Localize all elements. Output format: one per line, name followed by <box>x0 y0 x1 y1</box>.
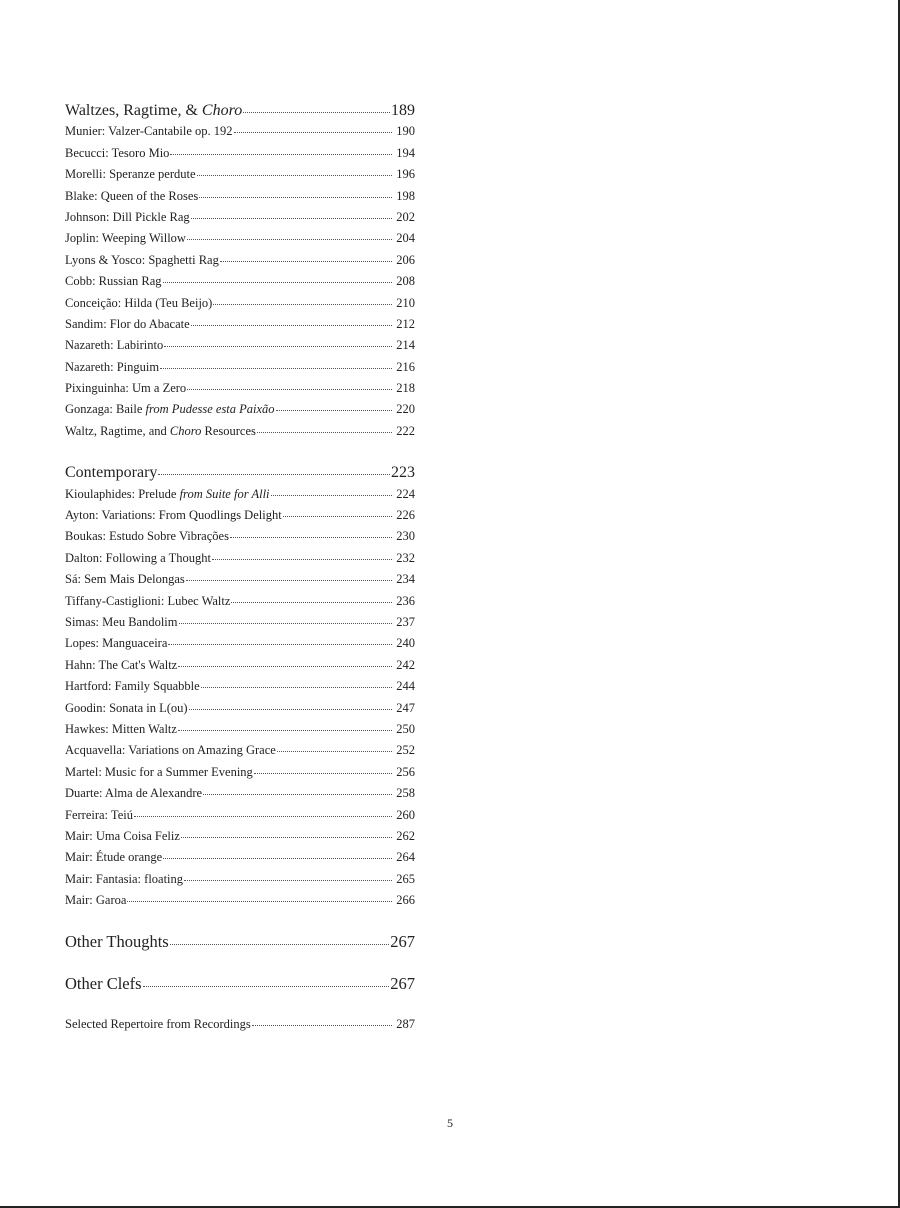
entry-page: 198 <box>396 188 415 203</box>
toc-entry[interactable] <box>65 335 415 356</box>
dot-leader <box>134 807 392 817</box>
entry-page: 232 <box>396 550 415 565</box>
entry-page: 220 <box>396 402 415 417</box>
dot-leader <box>184 871 392 881</box>
entry-page: 210 <box>396 295 415 310</box>
entry-title: Lopes: Manguaceira <box>65 636 168 651</box>
entry-page: 287 <box>396 1017 415 1032</box>
dot-leader <box>178 721 392 731</box>
dot-leader <box>220 252 392 262</box>
toc-entry[interactable] <box>65 783 415 804</box>
dot-leader <box>231 593 392 603</box>
section-waltzes <box>65 100 415 442</box>
entry-title: Mair: Garoa <box>65 893 127 908</box>
entry-title: Other Clefs <box>65 973 142 993</box>
entry-title: Ferreira: Teiú <box>65 807 133 822</box>
dot-leader <box>186 571 392 581</box>
toc-entry[interactable] <box>65 655 415 676</box>
toc-entry[interactable] <box>65 357 415 378</box>
entry-page: 250 <box>396 721 415 736</box>
dot-leader <box>252 1016 392 1026</box>
dot-leader <box>143 974 390 987</box>
dot-leader <box>199 188 392 198</box>
entry-title: Lyons & Yosco: Spaghetti Rag <box>65 252 219 267</box>
entry-title: Mair: Étude orange <box>65 850 163 865</box>
entry-page: 240 <box>396 636 415 651</box>
entry-page: 190 <box>396 124 415 139</box>
entry-title: Johnson: Dill Pickle Rag <box>65 209 190 224</box>
toc-entry[interactable] <box>65 719 415 740</box>
toc-entry[interactable] <box>65 164 415 185</box>
entry-title: Waltz, Ragtime, and Choro Resources <box>65 423 256 438</box>
toc-entry[interactable] <box>65 526 415 547</box>
entry-page: 218 <box>396 381 415 396</box>
entry-page: 252 <box>396 743 415 758</box>
entry-title: Morelli: Speranze perdute <box>65 167 196 182</box>
toc-entry[interactable] <box>65 869 415 890</box>
toc-entry-other-clefs[interactable] <box>65 973 415 994</box>
table-of-contents <box>65 100 415 1036</box>
dot-leader <box>230 529 392 539</box>
entry-list <box>65 121 415 442</box>
entry-title: Tiffany-Castiglioni: Lubec Waltz <box>65 593 231 608</box>
entry-page: 222 <box>396 423 415 438</box>
section-heading[interactable] <box>65 462 415 483</box>
entry-title: Gonzaga: Baile from Pudesse esta Paixão <box>65 402 275 417</box>
entry-page: 265 <box>396 871 415 886</box>
page-number: 5 <box>447 1116 453 1130</box>
toc-entry[interactable] <box>65 890 415 911</box>
toc-entry[interactable] <box>65 399 415 420</box>
entry-page: 244 <box>396 679 415 694</box>
entry-page: 256 <box>396 764 415 779</box>
entry-page: 267 <box>390 932 415 952</box>
toc-entry[interactable] <box>65 633 415 654</box>
dot-leader <box>160 359 392 369</box>
dot-leader <box>181 828 392 838</box>
toc-entry[interactable] <box>65 740 415 761</box>
entry-page: 212 <box>396 316 415 331</box>
dot-leader <box>277 743 392 753</box>
entry-title: Martel: Music for a Summer Evening <box>65 764 253 779</box>
toc-entry[interactable] <box>65 698 415 719</box>
entry-list <box>65 484 415 912</box>
dot-leader <box>164 338 392 348</box>
entry-title: Simas: Meu Bandolim <box>65 614 178 629</box>
entry-title: Munier: Valzer-Cantabile op. 192 <box>65 124 233 139</box>
entry-page: 226 <box>396 508 415 523</box>
entry-title: Joplin: Weeping Willow <box>65 231 186 246</box>
dot-leader <box>283 507 392 517</box>
toc-entry-other-thoughts[interactable] <box>65 931 415 952</box>
toc-entry[interactable] <box>65 505 415 526</box>
entry-page: 223 <box>391 464 415 482</box>
entry-title: Mair: Fantasia: floating <box>65 871 184 886</box>
toc-entry[interactable] <box>65 612 415 633</box>
dot-leader <box>127 892 392 902</box>
dot-leader <box>179 614 393 624</box>
entry-page: 189 <box>391 102 415 119</box>
entry-page: 224 <box>396 486 415 501</box>
entry-title: Boukas: Estudo Sobre Vibrações <box>65 529 229 544</box>
toc-entry[interactable] <box>65 121 415 142</box>
entry-page: 208 <box>396 274 415 289</box>
entry-title: Kioulaphides: Prelude from Suite for Alli <box>65 486 270 501</box>
entry-page: 202 <box>396 209 415 224</box>
entry-page: 237 <box>396 614 415 629</box>
toc-entry[interactable] <box>65 293 415 314</box>
dot-leader <box>168 636 392 646</box>
entry-title: Sandim: Flor do Abacate <box>65 316 190 331</box>
dot-leader <box>276 402 392 412</box>
dot-leader <box>212 550 392 560</box>
entry-title: Waltzes, Ragtime, & Choro <box>65 102 243 119</box>
entry-page: 247 <box>396 700 415 715</box>
entry-page: 216 <box>396 359 415 374</box>
entry-title: Dalton: Following a Thought <box>65 550 211 565</box>
dot-leader <box>163 850 392 860</box>
dot-leader <box>187 231 392 241</box>
toc-entry[interactable] <box>65 186 415 207</box>
spacer <box>65 994 415 1014</box>
entry-page: 267 <box>390 973 415 993</box>
entry-title: Hahn: The Cat's Waltz <box>65 657 178 672</box>
toc-entry[interactable] <box>65 676 415 697</box>
spacer <box>65 953 415 973</box>
dot-leader <box>191 209 392 219</box>
toc-entry[interactable] <box>65 378 415 399</box>
toc-entry[interactable] <box>65 847 415 868</box>
dot-leader <box>170 145 392 155</box>
entry-title: Other Thoughts <box>65 932 169 952</box>
dot-leader <box>271 486 392 496</box>
dot-leader <box>189 700 392 710</box>
entry-page: 204 <box>396 231 415 246</box>
entry-title: Hawkes: Mitten Waltz <box>65 721 177 736</box>
dot-leader <box>201 678 392 688</box>
entry-page: 266 <box>396 893 415 908</box>
dot-leader <box>197 166 392 176</box>
entry-page: 230 <box>396 529 415 544</box>
dot-leader <box>243 101 390 113</box>
entry-page: 262 <box>396 828 415 843</box>
entry-title: Goodin: Sonata in L(ou) <box>65 700 188 715</box>
entry-title: Pixinguinha: Um a Zero <box>65 381 187 396</box>
entry-title: Becucci: Tesoro Mio <box>65 145 170 160</box>
entry-page: 236 <box>396 593 415 608</box>
toc-entry[interactable] <box>65 826 415 847</box>
toc-entry[interactable] <box>65 314 415 335</box>
entry-title: Sá: Sem Mais Delongas <box>65 572 185 587</box>
toc-entry[interactable] <box>65 762 415 783</box>
entry-title: Conceição: Hilda (Teu Beijo) <box>65 295 213 310</box>
entry-page: 264 <box>396 850 415 865</box>
toc-entry[interactable] <box>65 207 415 228</box>
dot-leader <box>163 273 392 283</box>
dot-leader <box>234 124 392 134</box>
dot-leader <box>257 423 392 433</box>
toc-entry[interactable] <box>65 548 415 569</box>
dot-leader <box>158 463 390 475</box>
entry-title: Mair: Uma Coisa Feliz <box>65 828 180 843</box>
section-contemporary <box>65 462 415 911</box>
entry-page: 206 <box>396 252 415 267</box>
dot-leader <box>254 764 392 774</box>
entry-page: 260 <box>396 807 415 822</box>
toc-entry[interactable] <box>65 569 415 590</box>
toc-entry[interactable] <box>65 271 415 292</box>
entry-title: Hartford: Family Squabble <box>65 679 200 694</box>
entry-page: 194 <box>396 145 415 160</box>
dot-leader <box>178 657 392 667</box>
toc-entry[interactable] <box>65 421 415 442</box>
toc-entry[interactable] <box>65 250 415 271</box>
entry-page: 214 <box>396 338 415 353</box>
entry-title: Selected Repertoire from Recordings <box>65 1017 251 1032</box>
toc-entry[interactable] <box>65 591 415 612</box>
toc-entry[interactable] <box>65 484 415 505</box>
toc-entry[interactable] <box>65 143 415 164</box>
entry-page: 258 <box>396 786 415 801</box>
dot-leader <box>187 380 392 390</box>
entry-page: 234 <box>396 572 415 587</box>
entry-title: Duarte: Alma de Alexandre <box>65 786 203 801</box>
entry-title: Ayton: Variations: From Quodlings Delight <box>65 508 282 523</box>
entry-title: Blake: Queen of the Roses <box>65 188 199 203</box>
entry-title: Nazareth: Labirinto <box>65 338 164 353</box>
dot-leader <box>203 785 392 795</box>
entry-title: Nazareth: Pinguim <box>65 359 160 374</box>
toc-entry[interactable] <box>65 228 415 249</box>
dot-leader <box>170 933 390 946</box>
entry-page: 196 <box>396 167 415 182</box>
toc-entry[interactable] <box>65 805 415 826</box>
dot-leader <box>191 316 392 326</box>
toc-entry-repertoire[interactable] <box>65 1014 415 1035</box>
dot-leader <box>213 295 392 305</box>
entry-page: 242 <box>396 657 415 672</box>
entry-title: Contemporary <box>65 464 158 482</box>
entry-title: Cobb: Russian Rag <box>65 274 162 289</box>
entry-title: Acquavella: Variations on Amazing Grace <box>65 743 276 758</box>
section-heading[interactable] <box>65 100 415 121</box>
